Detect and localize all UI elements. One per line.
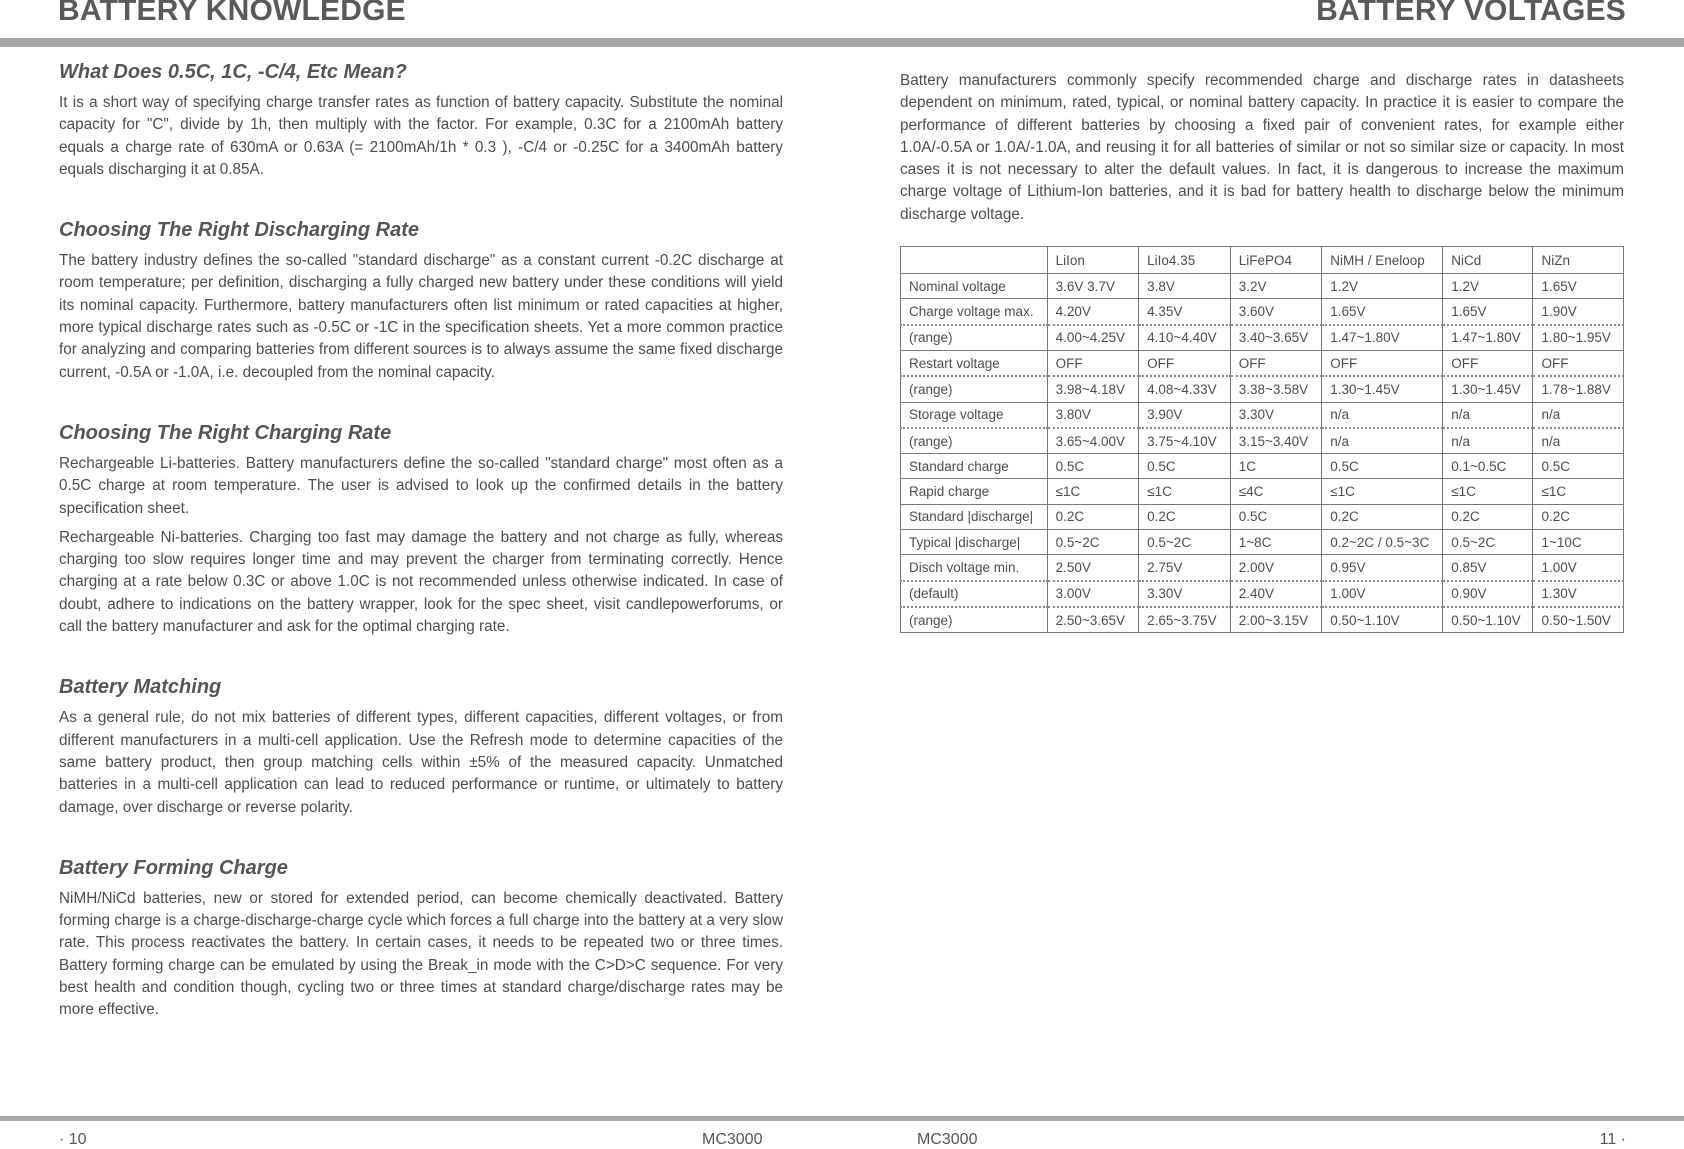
table-cell: 1.30V <box>1533 581 1624 607</box>
table-row <box>901 325 1624 351</box>
table-row <box>901 504 1624 529</box>
table-cell: 2.65~3.75V <box>1139 607 1231 633</box>
table-cell: 1.65V <box>1322 299 1443 325</box>
table-cell: OFF <box>1047 350 1139 376</box>
table-column-header: LiIo4.35 <box>1139 247 1231 274</box>
table-cell: OFF <box>1230 350 1322 376</box>
table-row-label: (range) <box>901 376 1048 402</box>
table-cell: 1.2V <box>1443 274 1533 299</box>
table-cell: 2.50V <box>1047 555 1139 581</box>
table-cell: 3.6V 3.7V <box>1047 274 1139 299</box>
table-cell: 0.2C <box>1533 504 1624 529</box>
table-cell: 3.90V <box>1139 402 1231 428</box>
table-row <box>901 555 1624 581</box>
table-cell: n/a <box>1533 428 1624 454</box>
table-cell: 3.00V <box>1047 581 1139 607</box>
table-row-label: Charge voltage max. <box>901 299 1048 325</box>
section-paragraph: Rechargeable Ni-batteries. Charging too fast may damage the battery and not charge as fully, whereas charging too slow requires longer time and may prevent the charger from terminating correctly. Hence charging at a rate below 0.3C or above 1.0C is not recommended unless otherwise indicated. In case of doubt, adhere to indications on the battery wrapper, look for the spec sheet, visit candlepowerforums, or call the battery manufacturer and ask for the optimal charging rate. <box>59 528 783 636</box>
table-cell: 0.5C <box>1533 454 1624 479</box>
table-cell: 2.75V <box>1139 555 1231 581</box>
table-cell: 0.1~0.5C <box>1443 454 1533 479</box>
table-cell: ≤1C <box>1047 479 1139 504</box>
section-heading: Battery Matching <box>59 676 222 699</box>
table-cell: 1.2V <box>1322 274 1443 299</box>
table-column-header: LiFePO4 <box>1230 247 1322 274</box>
table-cell: 0.85V <box>1443 555 1533 581</box>
left-column <box>59 58 783 1057</box>
table-row <box>901 376 1624 402</box>
table-header-row <box>901 247 1624 274</box>
table-cell: 2.40V <box>1230 581 1322 607</box>
table-cell: 3.15~3.40V <box>1230 428 1322 454</box>
table-row <box>901 607 1624 633</box>
section-heading: Battery Forming Charge <box>59 856 288 879</box>
table-row-label: Storage voltage <box>901 402 1048 428</box>
table-row <box>901 454 1624 479</box>
table-cell: 3.38~3.58V <box>1230 376 1322 402</box>
table-row <box>901 530 1624 555</box>
table-cell: 1.00V <box>1533 555 1624 581</box>
table-cell: 4.00~4.25V <box>1047 325 1139 351</box>
table-cell: 0.5~2C <box>1443 530 1533 555</box>
right-column <box>900 70 1624 633</box>
page-title-right: BATTERY VOLTAGES <box>1316 0 1626 27</box>
table-row <box>901 402 1624 428</box>
table-cell: 3.80V <box>1047 402 1139 428</box>
table-cell: 0.5~2C <box>1047 530 1139 555</box>
section-battery-matching <box>59 673 783 818</box>
section-charging-rate <box>59 419 783 638</box>
page-title-left: BATTERY KNOWLEDGE <box>58 0 406 27</box>
table-row <box>901 479 1624 504</box>
table-row-label: (default) <box>901 581 1048 607</box>
table-cell: 1.80~1.95V <box>1533 325 1624 351</box>
table-cell: 4.35V <box>1139 299 1231 325</box>
table-cell: OFF <box>1533 350 1624 376</box>
section-heading: Choosing The Right Discharging Rate <box>59 219 420 242</box>
table-cell: 0.5C <box>1139 454 1231 479</box>
section-paragraph: Rechargeable Li-batteries. Battery manufacturers define the so-called "standard charge" most often as a 0.5C charge at room temperature. The user is advised to look up the confirmed details in the battery specification sheet. <box>59 454 783 517</box>
table-row <box>901 274 1624 299</box>
table-cell: 0.5C <box>1230 504 1322 529</box>
table-cell: 0.2~2C / 0.5~3C <box>1322 530 1443 555</box>
table-cell: 3.30V <box>1230 402 1322 428</box>
battery-voltage-table <box>900 246 1624 633</box>
table-cell: 4.10~4.40V <box>1139 325 1231 351</box>
section-forming-charge <box>59 854 783 1022</box>
table-cell: 1.65V <box>1443 299 1533 325</box>
section-paragraph: The battery industry defines the so-called "standard discharge" as a constant current -0.2C discharge at room temperature; per definition, discharging a fully charged new battery under these conditions will yield its nominal capacity. Furthermore, battery manufacturers often list minimum or rated capacities at higher, more typical discharge rates such as -0.5C or -1C in the specification sheets. Yet a more common practice for analyzing and comparing batteries from different sources is to always assume the same fixed discharge current, -0.5A or -1.0A, i.e. decoupled from the nominal capacity. <box>59 252 783 381</box>
header-divider <box>0 38 1684 47</box>
table-cell: 4.08~4.33V <box>1139 376 1231 402</box>
table-corner-cell <box>901 247 1048 274</box>
table-cell: 0.2C <box>1322 504 1443 529</box>
table-cell: 3.2V <box>1230 274 1322 299</box>
table-column-header: NiMH / Eneloop <box>1322 247 1443 274</box>
table-cell: 1~10C <box>1533 530 1624 555</box>
table-cell: 3.75~4.10V <box>1139 428 1231 454</box>
table-cell: 0.5~2C <box>1139 530 1231 555</box>
table-cell: 0.95V <box>1322 555 1443 581</box>
table-cell: 3.8V <box>1139 274 1231 299</box>
section-paragraph: As a general rule, do not mix batteries of different types, different capacities, different voltages, or from different manufacturers in a multi-cell application. Use the Refresh mode to determine capacities of the same battery product, then group matching cells within ±5% of the measured capacity. Unmatched batteries in a multi-cell application can lead to reduced performance or runtime, or ultimately to battery damage, over discharge or reverse polarity. <box>59 709 783 816</box>
table-cell: 1.00V <box>1322 581 1443 607</box>
table-cell: 1.90V <box>1533 299 1624 325</box>
table-cell: 0.2C <box>1047 504 1139 529</box>
model-name-left: MC3000 <box>702 1131 763 1148</box>
table-cell: n/a <box>1533 402 1624 428</box>
table-cell: 3.65~4.00V <box>1047 428 1139 454</box>
table-cell: OFF <box>1139 350 1231 376</box>
table-cell: ≤1C <box>1443 479 1533 504</box>
table-column-header: NiCd <box>1443 247 1533 274</box>
table-cell: n/a <box>1322 428 1443 454</box>
table-cell: n/a <box>1443 428 1533 454</box>
table-cell: 1.47~1.80V <box>1322 325 1443 351</box>
table-cell: 2.50~3.65V <box>1047 607 1139 633</box>
model-name-right: MC3000 <box>917 1131 978 1148</box>
footer-divider <box>0 1116 1684 1121</box>
table-column-header: LiIon <box>1047 247 1139 274</box>
table-cell: 1.78~1.88V <box>1533 376 1624 402</box>
table-cell: 1.65V <box>1533 274 1624 299</box>
table-cell: ≤1C <box>1533 479 1624 504</box>
table-row <box>901 299 1624 325</box>
table-cell: ≤1C <box>1139 479 1231 504</box>
table-cell: 3.40~3.65V <box>1230 325 1322 351</box>
table-row-label: Standard |discharge| <box>901 504 1048 529</box>
table-cell: 3.98~4.18V <box>1047 376 1139 402</box>
table-cell: 1.30~1.45V <box>1443 376 1533 402</box>
table-cell: 0.50~1.50V <box>1533 607 1624 633</box>
table-cell: 3.60V <box>1230 299 1322 325</box>
table-row <box>901 350 1624 376</box>
table-row-label: (range) <box>901 607 1048 633</box>
table-cell: 4.20V <box>1047 299 1139 325</box>
section-c-rate <box>59 58 783 181</box>
table-cell: n/a <box>1322 402 1443 428</box>
table-cell: 1.47~1.80V <box>1443 325 1533 351</box>
table-row-label: Typical |discharge| <box>901 530 1048 555</box>
table-cell: OFF <box>1322 350 1443 376</box>
table-cell: 0.50~1.10V <box>1322 607 1443 633</box>
table-cell: 2.00V <box>1230 555 1322 581</box>
table-row-label: Standard charge <box>901 454 1048 479</box>
table-cell: 3.30V <box>1139 581 1231 607</box>
table-cell: 0.90V <box>1443 581 1533 607</box>
table-cell: OFF <box>1443 350 1533 376</box>
section-paragraph: NiMH/NiCd batteries, new or stored for extended period, can become chemically deactivated. Battery forming charge is a charge-discharge-charge cycle which forces a full charge into the battery at a very slow rate. This process reactivates the battery. In certain cases, it needs to be repeated two or three times. Battery forming charge can be emulated by using the Break_in mode with the C>D>C sequence. For very best health and condition though, cycling two or three times at standard charge/discharge rates may be more effective. <box>59 889 783 1019</box>
table-row <box>901 581 1624 607</box>
table-row-label: (range) <box>901 325 1048 351</box>
table-cell: 2.00~3.15V <box>1230 607 1322 633</box>
page-number-right: 11 · <box>1599 1131 1626 1148</box>
page-number-left: · 10 <box>59 1131 87 1148</box>
table-cell: ≤4C <box>1230 479 1322 504</box>
table-row-label: Nominal voltage <box>901 274 1048 299</box>
table-cell: 0.5C <box>1322 454 1443 479</box>
table-column-header: NiZn <box>1533 247 1624 274</box>
table-cell: 0.50~1.10V <box>1443 607 1533 633</box>
table-cell: 1.30~1.45V <box>1322 376 1443 402</box>
section-heading: Choosing The Right Charging Rate <box>59 421 392 444</box>
table-row-label: Disch voltage min. <box>901 555 1048 581</box>
table-cell: 1~8C <box>1230 530 1322 555</box>
table-cell: 0.5C <box>1047 454 1139 479</box>
table-row-label: Restart voltage <box>901 350 1048 376</box>
table-cell: 0.2C <box>1443 504 1533 529</box>
table-cell: 1C <box>1230 454 1322 479</box>
table-row <box>901 428 1624 454</box>
section-paragraph: It is a short way of specifying charge transfer rates as function of battery capacity. Substitute the nominal capacity for "C", divide by 1h, then multiply with the factor. For example, 0.3C for a 2100mAh battery equals a charge rate of 630mA or 0.63A (= 2100mAh/1h * 0.3 ), -C/4 or -0.25C for a 3400mAh battery equals discharging it at 0.85A. <box>59 94 783 178</box>
table-row-label: Rapid charge <box>901 479 1048 504</box>
table-cell: 0.2C <box>1139 504 1231 529</box>
table-cell: n/a <box>1443 402 1533 428</box>
section-heading: What Does 0.5C, 1C, -C/4, Etc Mean? <box>59 61 407 83</box>
section-discharging-rate <box>59 216 783 384</box>
table-row-label: (range) <box>901 428 1048 454</box>
intro-paragraph: Battery manufacturers commonly specify recommended charge and discharge rates in datasheets dependent on minimum, rated, typical, or nominal battery capacity. In practice it is easier to compare the performance of different batteries by choosing a fixed pair of convenient rates, for example either 1.0A/-0.5A or 1.0A/-1.0A, and reusing it for all batteries of similar or not so similar size or capacity. In most cases it is not necessary to alter the default values. In fact, it is dangerous to increase the maximum charge voltage of Lithium-Ion batteries, and it is bad for battery health to discharge below the minimum discharge voltage. <box>900 72 1624 223</box>
table-cell: ≤1C <box>1322 479 1443 504</box>
